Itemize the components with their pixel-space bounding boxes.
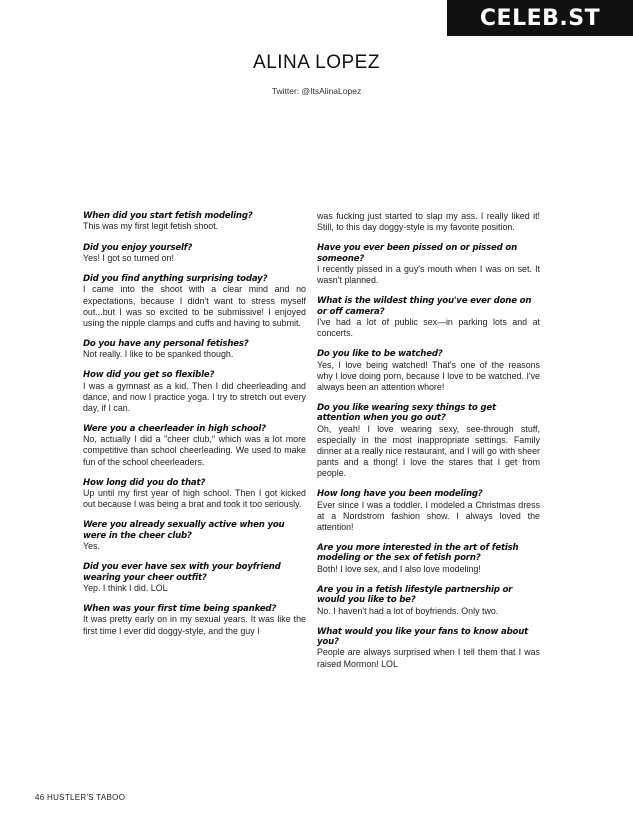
question: Do you have any personal fetishes? — [83, 338, 249, 349]
qa-item — [83, 243, 306, 265]
qa-item — [83, 339, 306, 361]
page-number: 46 — [35, 793, 45, 802]
answer: Yes! I got so turned on! — [83, 252, 174, 263]
question: Are you more interested in the art of fetish modeling or the sex of fetish porn? — [317, 542, 519, 564]
question: Were you already sexually active when you were in the cheer club? — [83, 520, 285, 541]
answer: Oh, yeah! I love wearing sexy, see-through stuff, especially in the most inappropriate settings. Family dinner at a really nice restaurant, and I will go with sheer pants and a thong! I love the stares that I get from people. — [317, 423, 540, 479]
question: Have you ever been pissed on or pissed on someone? — [317, 243, 518, 264]
answer: Yes. — [83, 541, 100, 552]
answer: This was my first legit fetish shoot. — [83, 221, 219, 232]
badge-text: CELEB.ST — [479, 5, 601, 31]
qa-item — [317, 349, 540, 393]
answer: Ever since I was a toddler. I modeled a Christmas dress at a Nordstrom fashion show. I always loved the attention! — [317, 499, 540, 532]
qa-item — [83, 370, 306, 414]
publication-name: HUSTLER'S TABOO — [47, 793, 126, 802]
question: Do you like to be watched? — [317, 349, 443, 360]
qa-item — [317, 243, 540, 286]
qa-item — [317, 627, 540, 670]
answer: Yep. I think I did. LOL — [83, 582, 168, 593]
qa-item — [317, 296, 540, 339]
qa-item — [83, 274, 306, 329]
site-watermark-badge — [447, 0, 633, 36]
question: Did you ever have sex with your boyfriend wearing your cheer outfit? — [83, 562, 281, 583]
answer-continued: was fucking just started to slap my ass. I really liked it! Still, to this day doggy-style is my favorite position. — [317, 211, 540, 233]
answer: It was pretty early on in my sexual years. It was like the first time I ever did doggy-style, and the guy I — [83, 614, 306, 636]
question: Do you like wearing sexy things to get attention when you go out? — [317, 402, 496, 424]
question: How did you get so flexible? — [83, 370, 215, 381]
answer: I recently pissed in a guy's mouth when I was on set. It wasn't planned. — [317, 264, 540, 286]
question: What is the wildest thing you've ever done on or off camera? — [317, 296, 532, 317]
qa-item — [83, 478, 306, 511]
answer: I've had a lot of public sex—in parking lots and at concerts. — [317, 317, 540, 339]
qa-item — [317, 211, 540, 233]
right-column — [317, 211, 540, 680]
answer: Not really. I like to be spanked though. — [83, 349, 234, 360]
qa-item — [317, 585, 540, 617]
answer: Both! I love sex, and I also love modeling! — [317, 563, 481, 574]
qa-item — [317, 543, 540, 575]
qa-item — [317, 489, 540, 533]
answer: Up until my first year of high school. Then I got kicked out because I was being a brat and took it too seriously. — [83, 488, 306, 510]
question: When did you start fetish modeling? — [83, 211, 253, 221]
answer: I was a gymnast as a kid. Then I did cheerleading and dance, and now I practice yoga. I try to stretch out every day, if I can. — [83, 380, 306, 413]
qa-item — [83, 520, 306, 552]
qa-item — [83, 211, 306, 233]
question: How long have you been modeling? — [317, 489, 483, 500]
qa-item — [317, 403, 540, 479]
question: Did you enjoy yourself? — [83, 242, 193, 253]
left-column — [83, 211, 306, 647]
question: When was your first time being spanked? — [83, 604, 277, 615]
qa-item — [83, 604, 306, 637]
question: Did you find anything surprising today? — [83, 274, 268, 284]
question: How long did you do that? — [83, 477, 206, 488]
qa-item — [83, 424, 306, 468]
question: Are you in a fetish lifestyle partnership or would you like to be? — [317, 584, 513, 606]
answer: People are always surprised when I tell them that I was raised Mormon! LOL — [317, 647, 540, 669]
answer: Yes, I love being watched! That's one of the reasons why I love doing porn, because I love to be watched. I've always been an attention whore! — [317, 359, 540, 392]
answer: No. I haven't had a lot of boyfriends. Only two. — [317, 605, 499, 616]
answer: No, actually I did a "cheer club," which was a lot more competitive than school cheerleading. We used to make fun of the school cheerleaders. — [83, 434, 306, 467]
page-footer — [35, 793, 125, 802]
question: What would you like your fans to know about you? — [317, 626, 529, 648]
twitter-handle: Twitter: @ItsAlinaLopez — [271, 86, 362, 96]
page-title: ALINA LOPEZ — [253, 52, 380, 73]
qa-item — [83, 562, 306, 594]
question: Were you a cheerleader in high school? — [83, 423, 266, 434]
answer: I came into the shoot with a clear mind and no expectations, because I didn't want to stress myself out...but I was so excited to be submissive! I enjoyed using the nipple clamps and cuffs and having to submit. — [83, 284, 306, 328]
